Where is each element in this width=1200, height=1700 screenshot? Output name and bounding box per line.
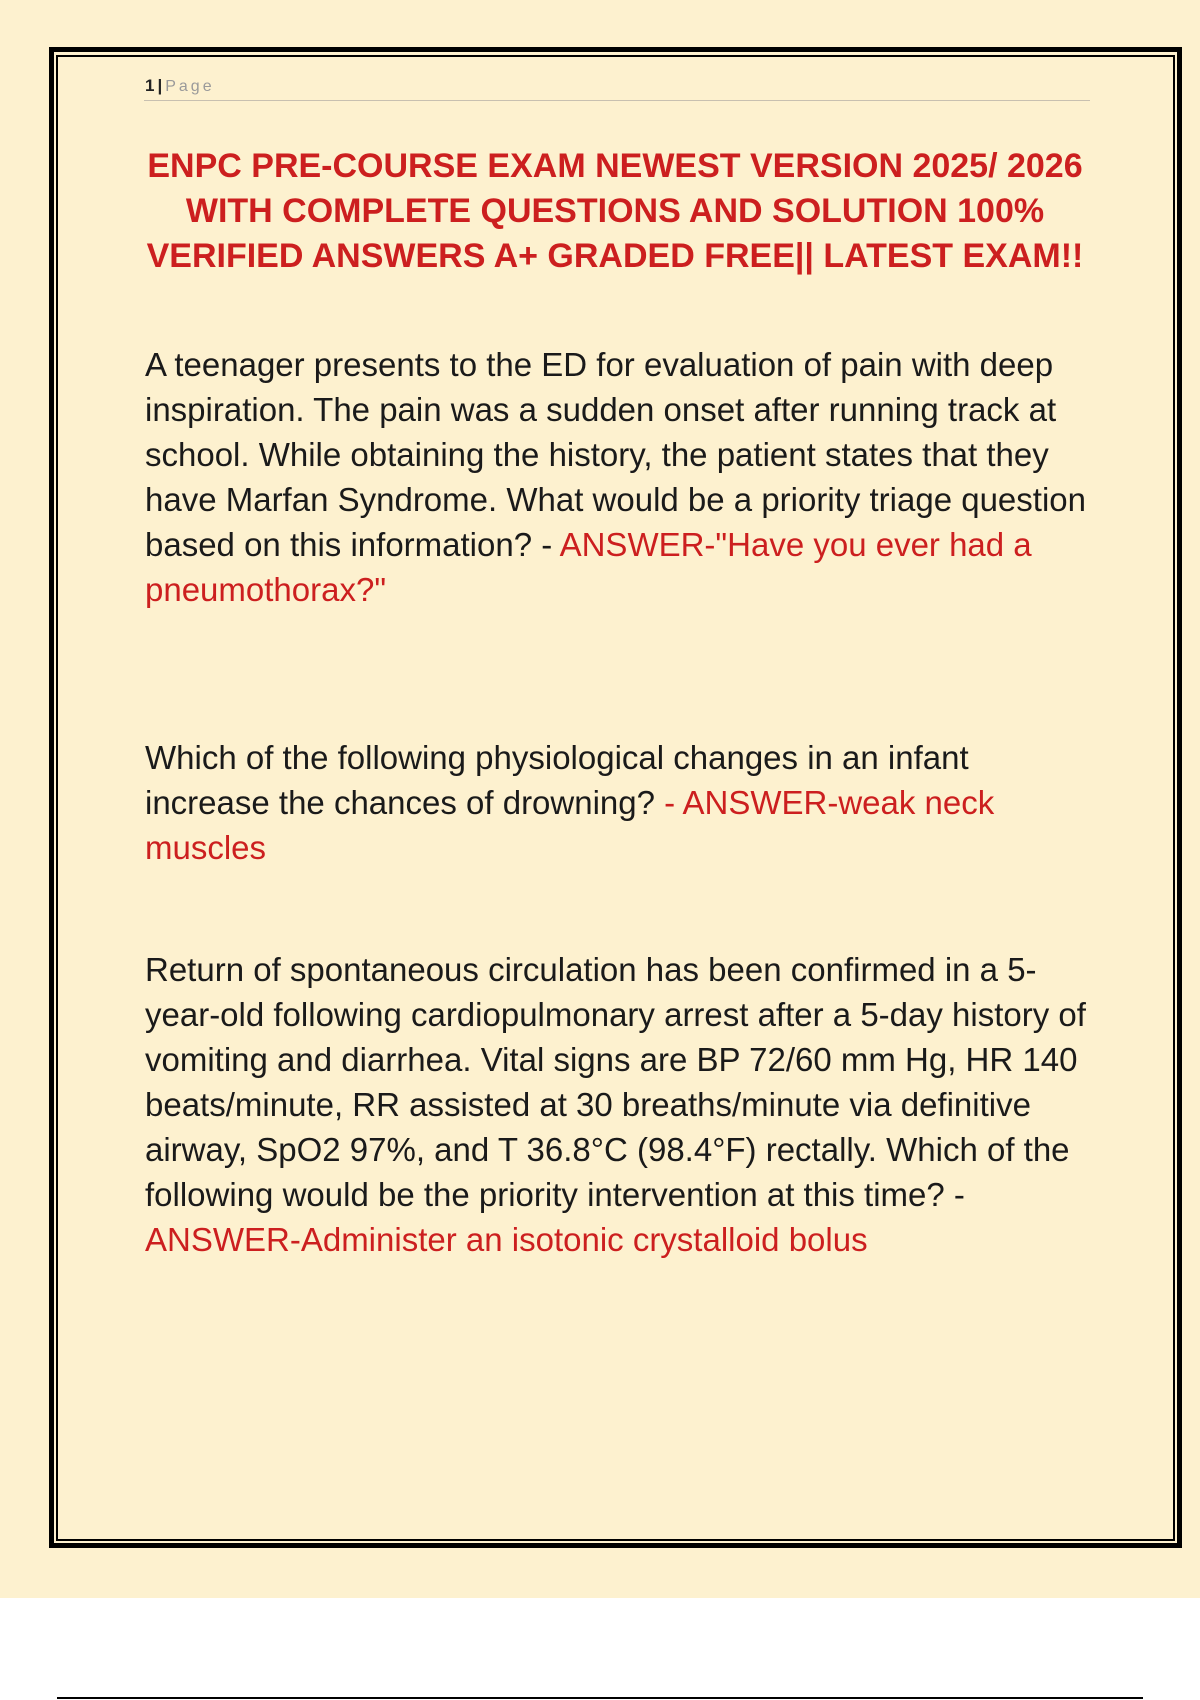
question-text-2: Which of the following physiological changes in an infant increase the chances of drowning? <box>145 739 969 821</box>
document-title: ENPC PRE-COURSE EXAM NEWEST VERSION 2025/ 2026 WITH COMPLETE QUESTIONS AND SOLUTION 100% VERIFIED ANSWERS A+ GRADED FREE|| LATEST EXAM!! <box>146 147 1084 275</box>
answer-text-1: ANSWER-"Have you ever had a pneumothorax?" <box>145 526 1032 608</box>
question-block-1 <box>145 342 1090 612</box>
question-block-2 <box>145 735 1090 870</box>
question-text-3: Return of spontaneous circulation has been confirmed in a 5-year-old following cardiopulmonary arrest after a 5-day history of vomiting and diarrhea. Vital signs are BP 72/60 mm Hg, HR 140 beats/minute, RR assisted at 30 breaths/minute via definitive airway, SpO2 97%, and T 36.8°C (98.4°F) rectally. Which of the following would be the priority intervention at this time? - <box>145 951 1086 1213</box>
question-block-3 <box>145 947 1090 1262</box>
header-divider <box>144 100 1090 101</box>
page-number-header <box>145 76 215 97</box>
page-number: 1 <box>145 76 155 95</box>
question-text-1: A teenager presents to the ED for evaluation of pain with deep inspiration. The pain was a sudden onset after running track at school. While obtaining the history, the patient states that they have Marfan Syndrome. What would be a priority triage question based on this information? - <box>145 346 1086 563</box>
next-page-top-rule <box>57 1697 1143 1699</box>
answer-text-3: ANSWER-Administer an isotonic crystalloid bolus <box>145 1221 868 1258</box>
page-number-separator: | <box>157 76 163 95</box>
page-word: Page <box>165 78 215 95</box>
answer-text-2: - ANSWER-weak neck muscles <box>145 784 995 866</box>
